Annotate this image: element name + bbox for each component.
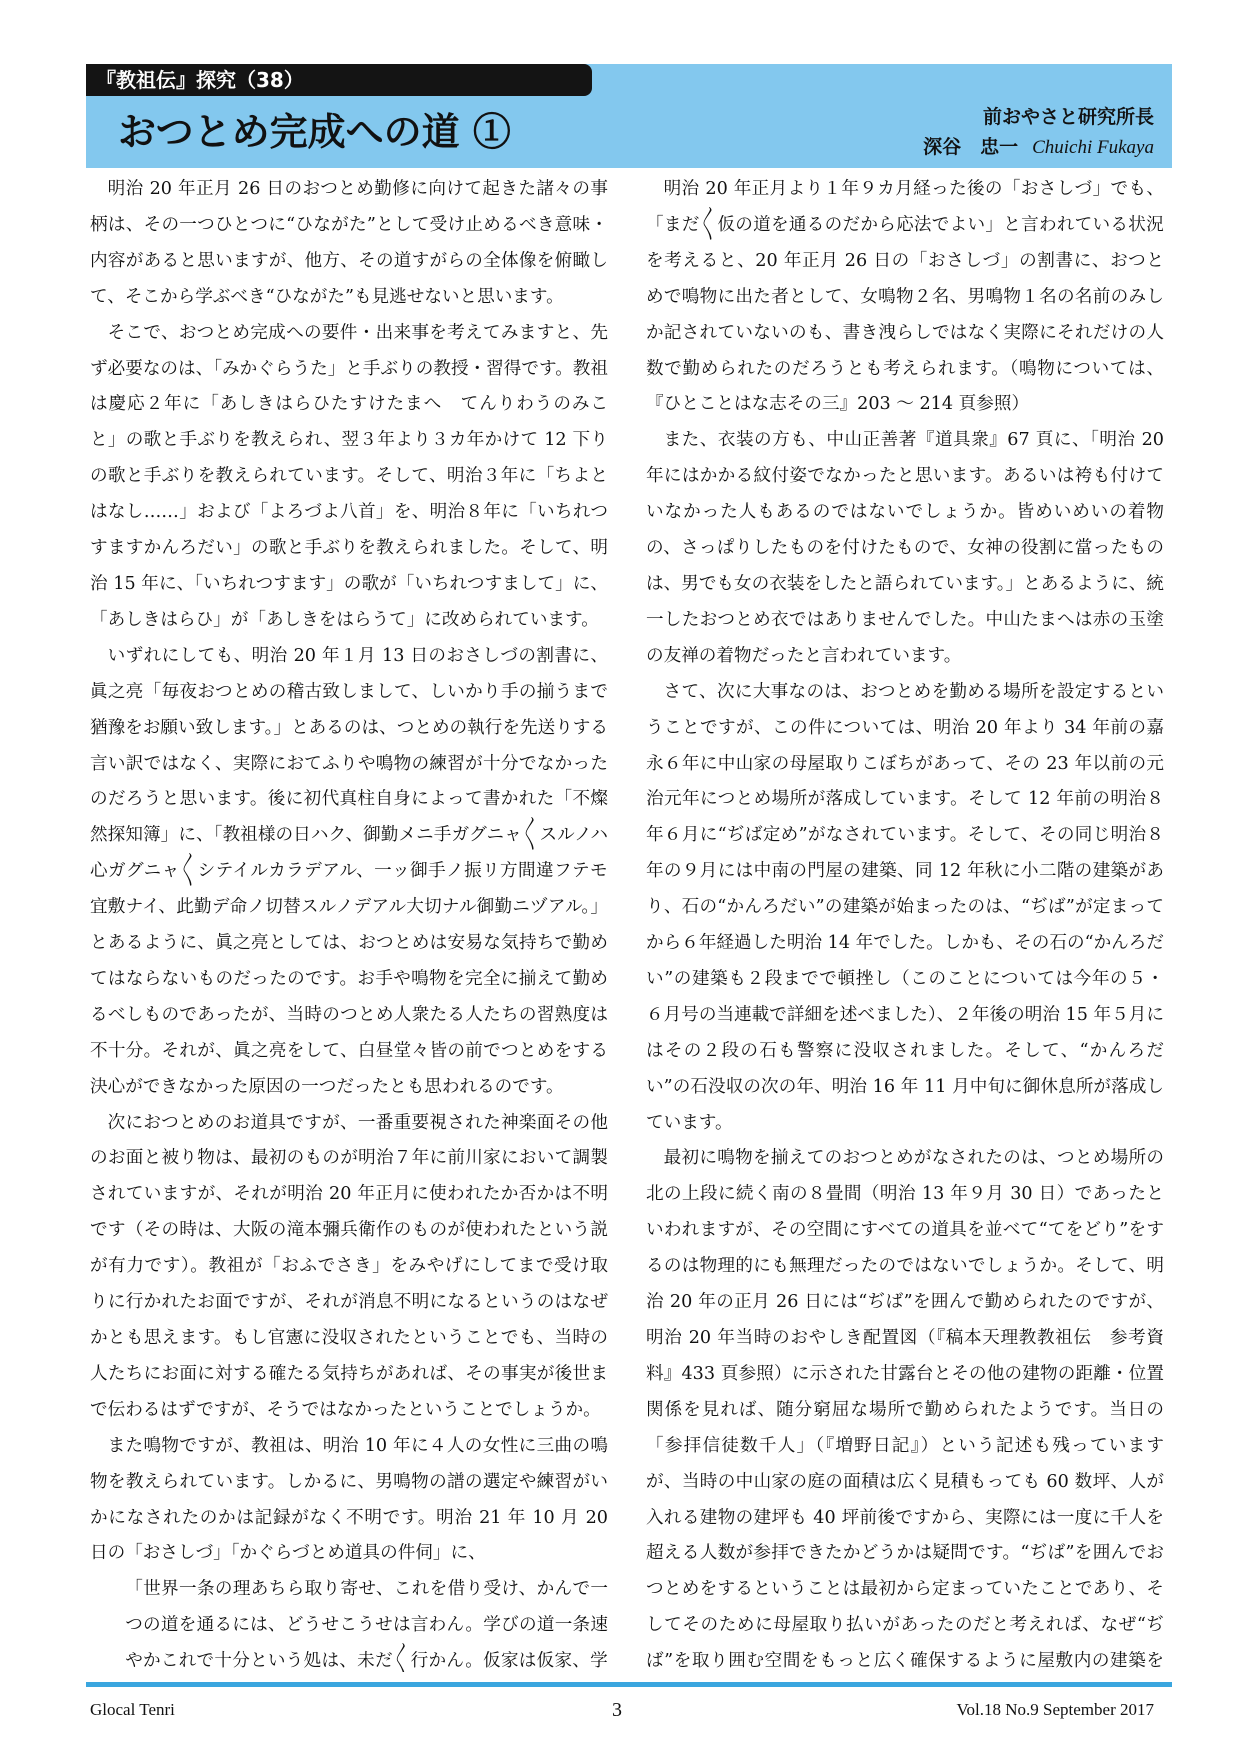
- paragraph: 次におつとめのお道具ですが、一番重要視された神楽面その他のお面と被り物は、最初のものが明治７年に前川家において調製されていますが、それが明治 20 年正月に使われたか否かは不明です（その時は、大阪の滝本彌兵衛作のものが使われたという説が有力です）。教祖が「おふでさき」をみやげにしてまで受け取りに行かれたお面ですが、それが消息不明になるというのはなぜかとも思えます。もし官憲に没収されたということでも、当時の人たちにお面に対する確たる気持ちがあれば、その事実が後世まで伝わるはずですが、そうではなかったということでしょうか。: [90, 1112, 608, 1420]
- series-label: 『教祖伝』探究（38）: [86, 64, 592, 96]
- paragraph: さて、次に大事なのは、おつとめを勤める場所を設定するということですが、この件については、明治 20 年より 34 年前の嘉永６年に中山家の母屋取りこぼちがあって、その 23 年以前の元治元年につとめ場所が落成しています。そして 12 年前の明治８年６月に“ぢば定め”がなされています。そして、その同じ明治８年の９月には中南の門屋の建築、同 12 年秋に小二階の建築があり、石の“かんろだい”の建築が始まったのは、“ぢば”が定まってから６年経過した明治 14 年でした。しかも、その石の“かんろだい”の建築も２段までで頓挫し（このことについては今年の５・６月号の当連載で詳細を述べました）、２年後の明治 15 年５月にはその２段の石も警察に没収されました。そして、“かんろだい”の石没収の次の年、明治 16 年 11 月中旬に御休息所が落成しています。: [646, 681, 1164, 1133]
- paragraph: また、衣装の方も、中山正善著『道具衆』67 頁に、「明治 20 年にはかかる紋付姿でなかったと思います。あるいは袴も付けていなかった人もあるのではないでしょうか。皆めいめいの着物の、さっぱりしたものを付けたもので、女神の役割に當ったものは、男でも女の衣装をしたと語られています。」とあるように、統一したおつとめ衣ではありませんでした。中山たまへは赤の玉塗の友禅の着物だったと言われています。: [646, 430, 1164, 666]
- footer-rule: [86, 1682, 1172, 1687]
- author-block: [923, 102, 1154, 163]
- quotation: 「世界一条の理あちら取り寄せ、これを借り受け、かんで一つの道を通るには、どうせこうせは言わん。学びの道一条速やかこれで十分という処は、未だ〳〵行かん。仮家は仮家、学: [125, 1579, 608, 1672]
- left-column: [90, 172, 608, 1672]
- author-romaji: Chuichi Fukaya: [1032, 137, 1154, 158]
- paragraph: そこで、おつとめ完成への要件・出来事を考えてみますと、先ず必要なのは、「みかぐらうた」と手ぶりの教授・習得です。教祖は慶応２年に「あしきはらひたすけたまへ てんりわうのみこと」の歌と手ぶりを教えられ、翌３年より３カ年かけて 12 下りの歌と手ぶりを教えられています。そして、明治３年に「ちよとはなし……」および「よろづよ八首」を、明治８年に「いちれつすますかんろだい」の歌と手ぶりを教えられました。そして、明治 15 年に、「いちれつすます」の歌が「いちれつすまして」に、「あしきはらひ」が「あしきをはらうて」に改められています。: [90, 322, 608, 630]
- article-title: おつとめ完成への道 ①: [118, 109, 511, 154]
- paragraph: 明治 20 年正月より１年９カ月経った後の「おさしづ」でも、「まだ〳〵仮の道を通るのだから応法でよい」と言われている状況を考えると、20 年正月 26 日の「おさしづ」の割書に、おつとめで鳴物に出た者として、女鳴物２名、男鳴物１名の名前のみしか記されていないのも、書き洩らしではなく実際にそれだけの人数で勤められたのだろうとも考えられます。（鳴物については、『ひとことはな志その三』203 ～ 214 頁参照）: [646, 179, 1164, 415]
- issue-info: Vol.18 No.9 September 2017: [956, 1700, 1154, 1719]
- page-number: 3: [612, 1699, 622, 1721]
- paragraph: いずれにしても、明治 20 年１月 13 日のおさしづの割書に、眞之亮「毎夜おつとめの稽古致しまして、しいかり手の揃うまで猶豫をお願い致します。」とあるのは、つとめの執行を先送りする言い訳ではなく、実際におてふりや鳴物の練習が十分でなかったのだろうと思います。後に初代真柱自身によって書かれた「不燦然探知簿」に、「教祖様の日ハク、御勤メニ手ガグニャ〳〵スルノハ心ガグニャ〳〵シテイルカラデアル、一ッ御手ノ振リ方間違フテモ宜敷ナイ、此勤デ命ノ切替スルノデアル大切ナル御勤ニヅアル。」とあるように、眞之亮としては、おつとめは安易な気持ちで勤めてはならないものだったのです。お手や鳴物を完全に揃えて勤めるべしものであったが、当時のつとめ人衆たる人たちの習熟度は不十分。それが、眞之亮をして、白昼堂々皆の前でつとめをする決心ができなかった原因の一つだったとも思われるのです。: [90, 645, 608, 1097]
- publication-name: Glocal Tenri: [90, 1700, 175, 1719]
- right-column: [646, 172, 1164, 1672]
- author-name-line: [923, 132, 1154, 163]
- paragraph: 明治 20 年正月 26 日のおつとめ勤修に向けて起きた諸々の事柄は、その一つひとつに“ひながた”として受け止めるべき意味・内容があると思いますが、他方、その道すがらの全体像を俯瞰して、そこから学ぶべき“ひながた”も見逃せないと思います。: [90, 179, 608, 307]
- author-name: 深谷 忠一: [923, 136, 1019, 158]
- paragraph: また鳴物ですが、教祖は、明治 10 年に４人の女性に三曲の鳴物を教えられています。しかるに、男鳴物の譜の選定や練習がいかになされたのかは記録がなく不明です。明治 21 年 10 月 20 日の「おさしづ」「かぐらづとめ道具の件伺」に、: [90, 1435, 608, 1564]
- author-affiliation: 前おやさと研究所長: [982, 106, 1154, 128]
- paragraph: 最初に鳴物を揃えてのおつとめがなされたのは、つとめ場所の北の上段に続く南の８畳間（明治 13 年９月 30 日）であったといわれますが、その空間にすべての道具を並べて“てをどり”をするのは物理的にも無理だったのではないでしょうか。そして、明治 20 年の正月 26 日には“ぢば”を囲んで勤められたのですが、明治 20 年当時のおやしき配置図（『稿本天理教教祖伝 参考資料』433 頁参照）に示された甘露台とその他の建物の距離・位置関係を見れば、随分窮屈な場所で勤められたようです。当日の「参拝信徒数千人」（『増野日記』）という記述も残っていますが、当時の中山家の庭の面積は広く見積もっても 60 数坪、人が入れる建物の建坪も 40 坪前後ですから、実際には一度に千人を超える人数が参拝できたかどうかは疑問です。“ぢば”を囲んでおつとめをするということは最初から定まっていたことであり、そしてそのために母屋取り払いがあったのだと考えれば、なぜ“ぢば”を取り囲む空間をもっと広く確保するように屋敷内の建築を: [646, 1148, 1164, 1672]
